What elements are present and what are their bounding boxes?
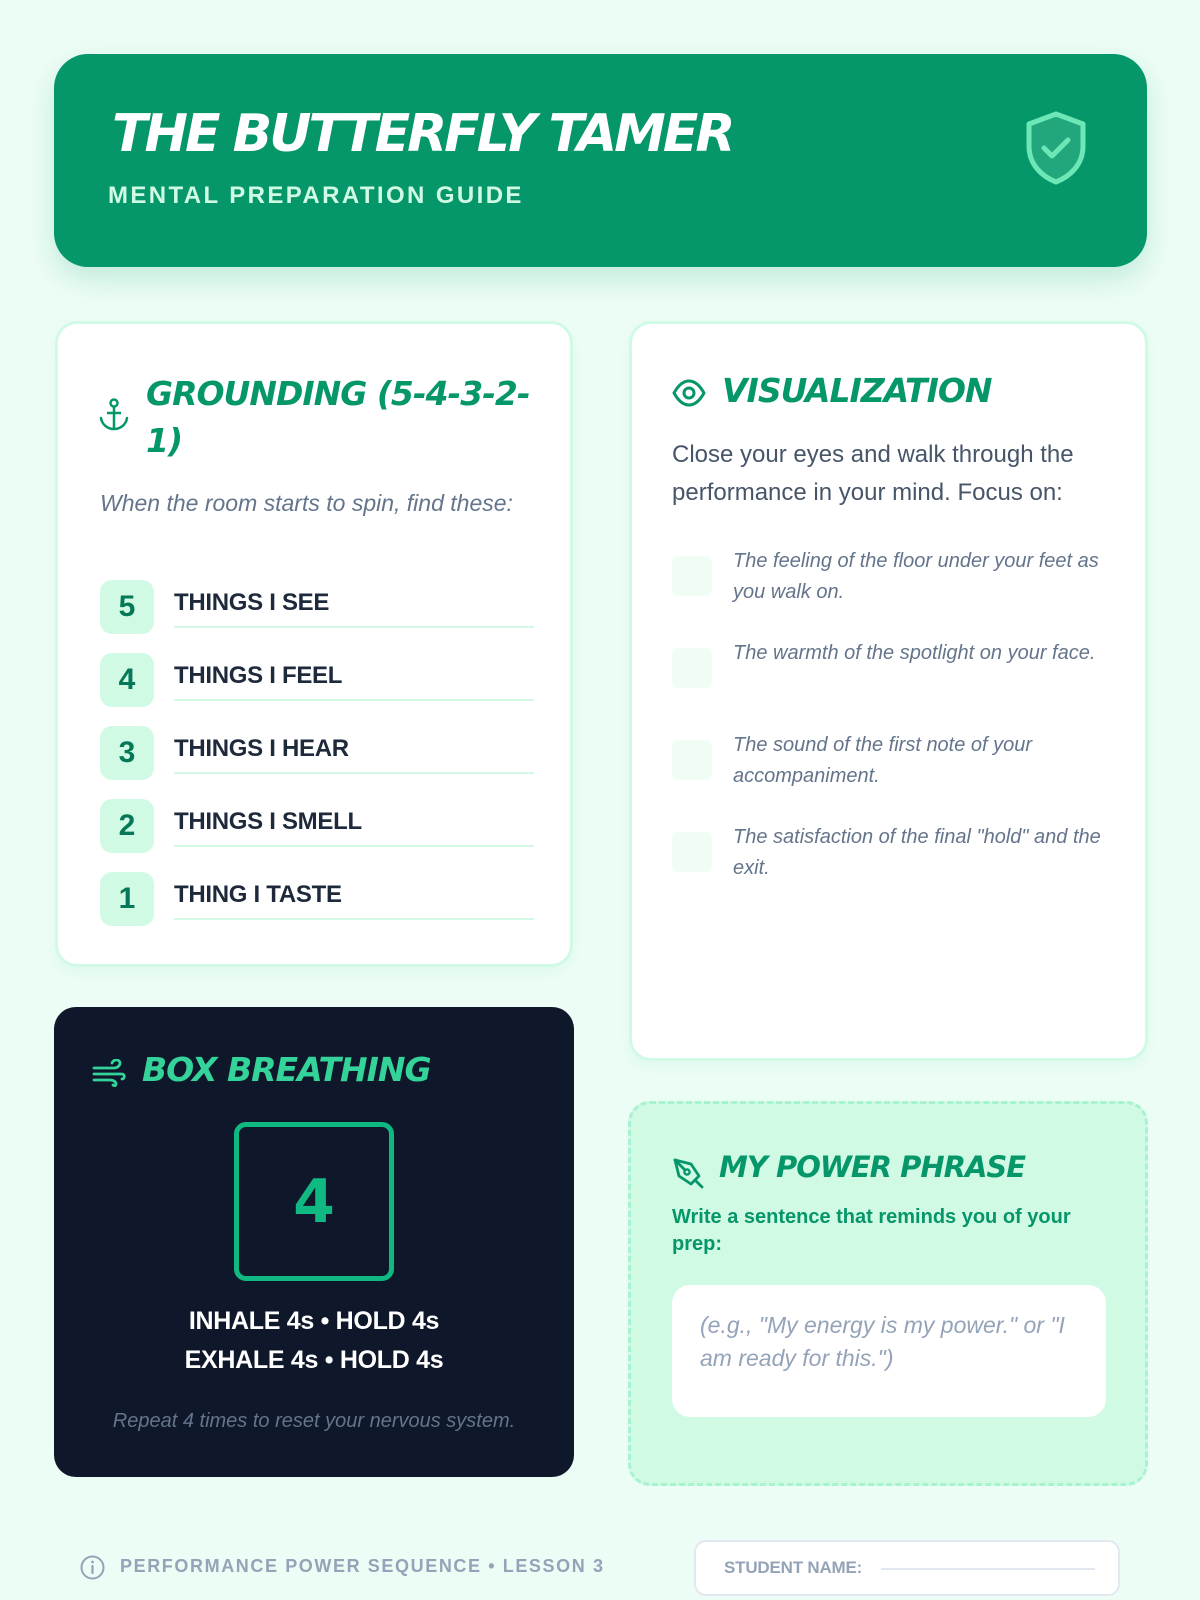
student-name-field[interactable] — [694, 1540, 1120, 1596]
visualization-checkbox[interactable] — [672, 556, 712, 596]
grounding-title: GROUNDING (5-4-3-2-1) — [146, 374, 530, 460]
eye-icon — [672, 376, 706, 410]
grounding-number: 3 — [100, 726, 154, 780]
breathing-instruction-2: EXHALE 4s • HOLD 4s — [184, 1346, 444, 1374]
grounding-intro: When the room starts to spin, find these: — [100, 490, 513, 516]
grounding-item — [100, 726, 534, 782]
visualization-checkbox[interactable] — [672, 648, 712, 688]
anchor-icon — [98, 398, 130, 432]
grounding-item — [100, 580, 534, 636]
visualization-item — [672, 822, 1112, 892]
info-icon — [80, 1555, 105, 1580]
breathing-note: Repeat 4 times to reset your nervous system. — [112, 1410, 516, 1432]
grounding-item — [100, 799, 534, 855]
visualization-checkbox[interactable] — [672, 832, 712, 872]
grounding-label: THINGS I SMELL — [174, 801, 534, 847]
grounding-label: THINGS I FEEL — [174, 655, 534, 701]
visualization-card — [629, 321, 1148, 1061]
grounding-label: THING I TASTE — [174, 874, 534, 920]
grounding-card — [55, 321, 573, 967]
student-name-label: STUDENT NAME: — [724, 1558, 863, 1577]
shield-check-icon — [1023, 110, 1089, 186]
grounding-number: 2 — [100, 799, 154, 853]
visualization-checkbox[interactable] — [672, 740, 712, 780]
power-phrase-title: MY POWER PHRASE — [719, 1150, 1026, 1184]
breathing-instruction-1: INHALE 4s • HOLD 4s — [188, 1307, 440, 1335]
visualization-item-text: The warmth of the spotlight on your face. — [733, 642, 1096, 664]
visualization-intro: Close your eyes and walk through the performance in your mind. Focus on: — [672, 441, 1074, 506]
visualization-item-text: The sound of the first note of your accompaniment. — [733, 734, 1033, 787]
power-phrase-prompt: Write a sentence that reminds you of your prep: — [672, 1206, 1071, 1255]
wind-icon — [92, 1059, 126, 1087]
grounding-number: 1 — [100, 872, 154, 926]
visualization-item — [672, 638, 1112, 708]
box-breathing-title: BOX BREATHING — [142, 1050, 431, 1089]
power-phrase-card — [628, 1101, 1148, 1486]
visualization-item — [672, 730, 1112, 800]
visualization-item-text: The feeling of the floor under your feet as you walk on. — [733, 550, 1099, 603]
box-breathing-card — [54, 1007, 574, 1477]
breathing-count-box: 4 — [234, 1122, 394, 1281]
visualization-item — [672, 546, 1112, 616]
grounding-label: THINGS I HEAR — [174, 728, 534, 774]
page-title: THE BUTTERFLY TAMER — [112, 104, 733, 164]
grounding-item — [100, 653, 534, 709]
visualization-title: VISUALIZATION — [722, 371, 992, 410]
student-name-line[interactable] — [881, 1568, 1095, 1570]
header-banner — [54, 54, 1147, 267]
power-phrase-input[interactable] — [672, 1285, 1106, 1417]
pen-icon — [671, 1156, 705, 1190]
visualization-item-text: The satisfaction of the final "hold" and the exit. — [733, 826, 1101, 879]
grounding-number: 5 — [100, 580, 154, 634]
page-subtitle: MENTAL PREPARATION GUIDE — [108, 182, 524, 209]
grounding-item — [100, 872, 534, 928]
grounding-label: THINGS I SEE — [174, 582, 534, 628]
grounding-number: 4 — [100, 653, 154, 707]
footer-text: PERFORMANCE POWER SEQUENCE • LESSON 3 — [120, 1556, 605, 1576]
